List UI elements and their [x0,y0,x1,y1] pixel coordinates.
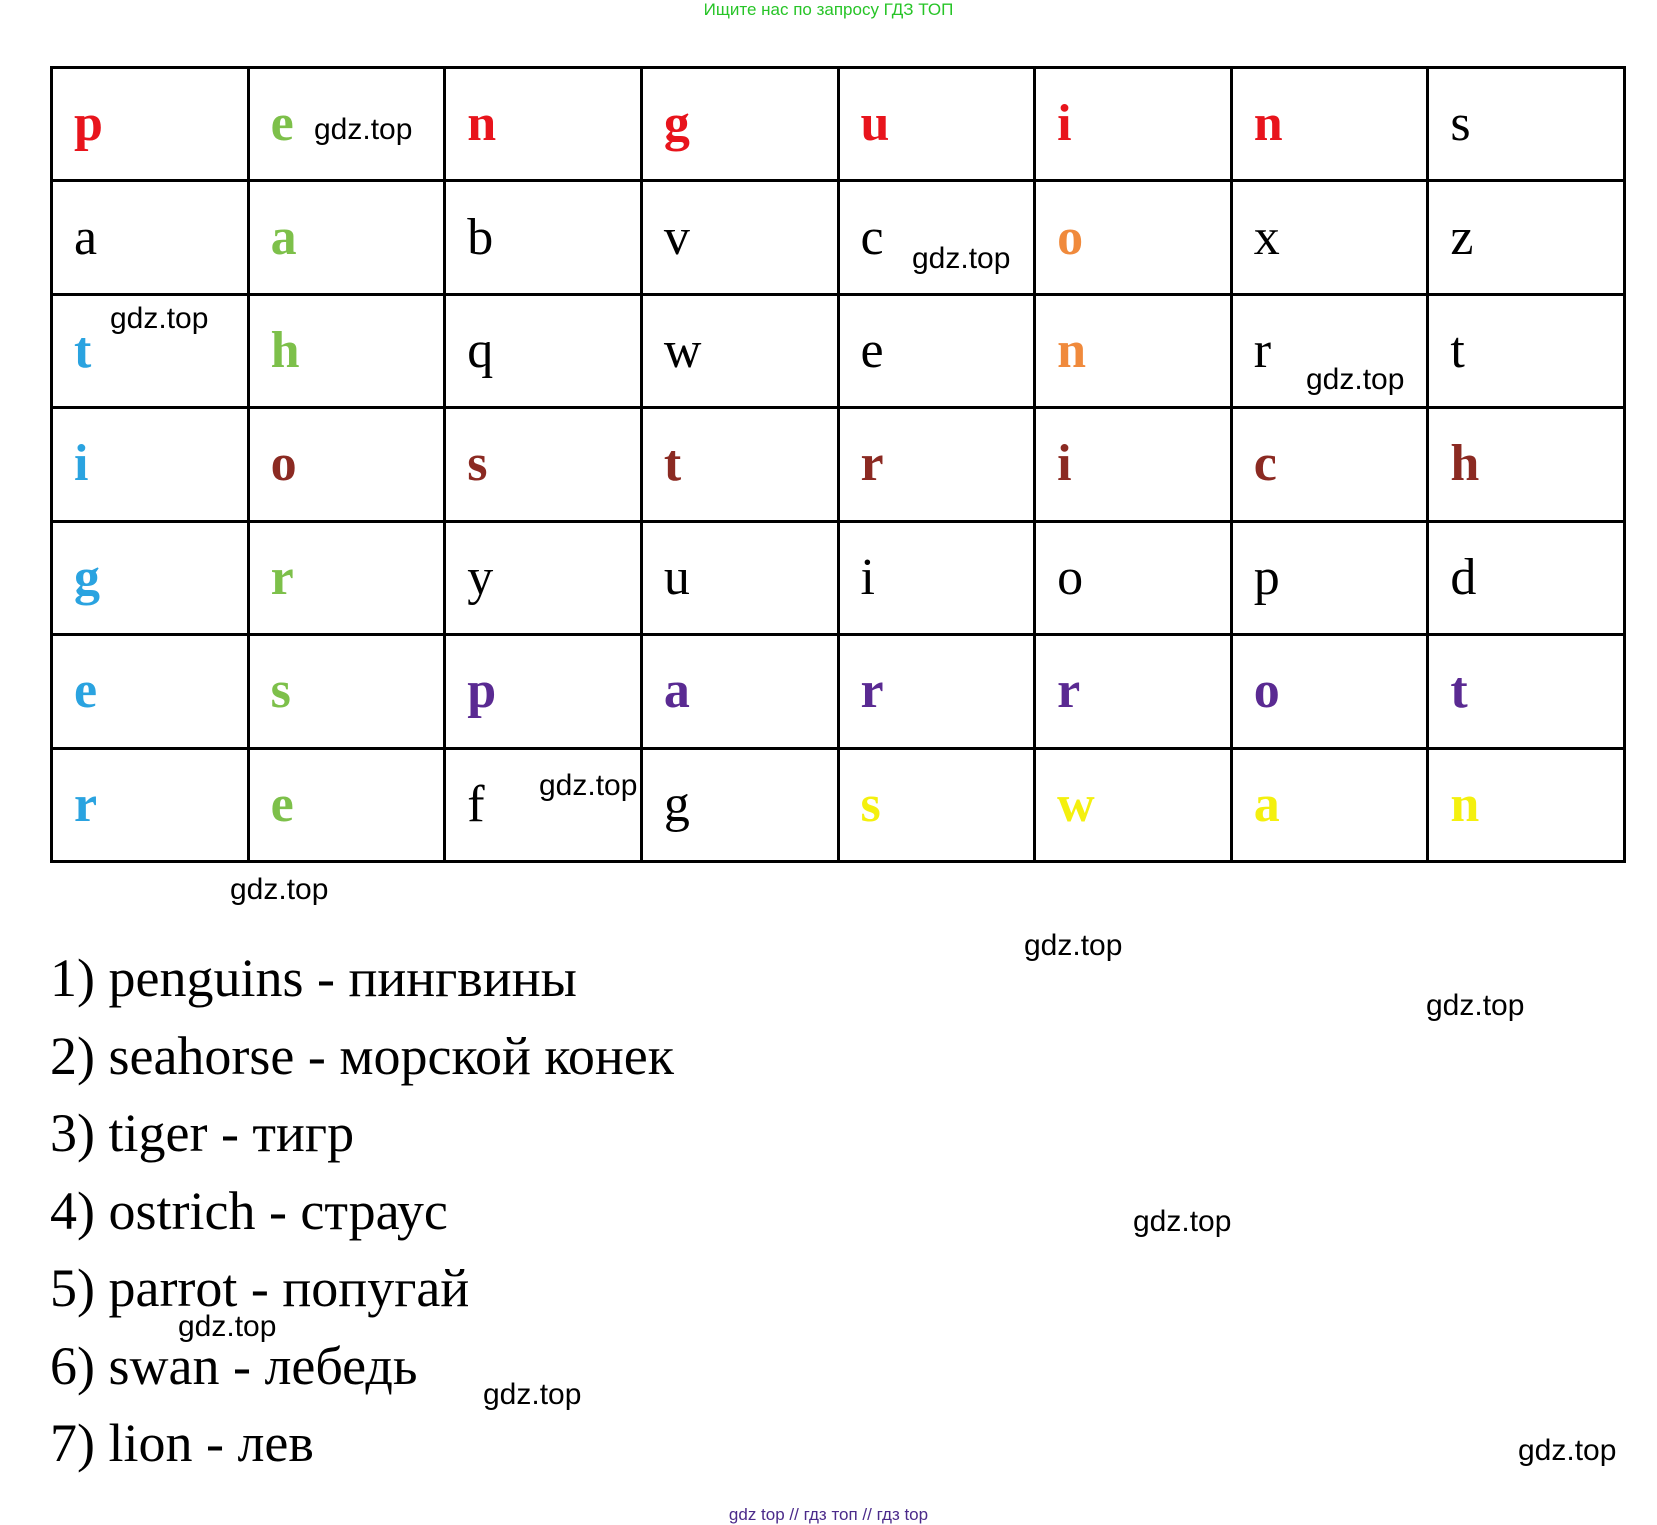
grid-cell: r [838,408,1035,521]
grid-cell: s [838,748,1035,861]
grid-cell: z [1428,181,1625,294]
grid-cell: r [1035,635,1232,748]
grid-cell: f [445,748,642,861]
grid-cell: b [445,181,642,294]
watermark: gdz.top [1024,929,1123,962]
grid-cell: x [1231,181,1428,294]
grid-cell: q [445,294,642,407]
word-item: 1) penguins - пингвины [50,948,577,1008]
grid-cell: o [1035,181,1232,294]
word-item: 2) seahorse - морской конек [50,1025,675,1086]
grid-cell: i [838,521,1035,634]
grid-cell: w [641,294,838,407]
watermark: gdz.top [1306,363,1405,396]
grid-cell: e [838,294,1035,407]
grid-cell: a [248,181,445,294]
grid-cell: d [1428,521,1625,634]
grid-cell: u [641,521,838,634]
grid-cell: h [248,294,445,407]
watermark: gdz.top [1133,1205,1232,1238]
grid-cell: t [1428,635,1625,748]
grid-cell: n [445,68,642,181]
grid-row [52,68,1625,181]
grid-cell: u [838,68,1035,181]
search-hint: Ищите нас по запросу ГДЗ ТОП [703,0,954,19]
grid-cell: o [1231,635,1428,748]
grid-cell: i [1035,68,1232,181]
grid-row [52,748,1625,861]
grid-cell: y [445,521,642,634]
watermark: gdz.top [539,769,638,802]
grid-row [52,408,1625,521]
grid-cell: g [641,68,838,181]
grid-cell: n [1231,68,1428,181]
grid-cell: r [52,748,249,861]
grid-cell: p [445,635,642,748]
grid-cell: e [52,635,249,748]
grid-cell: t [52,294,249,407]
letter-grid [50,66,1626,863]
grid-cell: e [248,748,445,861]
grid-row [52,635,1625,748]
word-item: 3) tiger - тигр [50,1103,355,1163]
grid-cell: g [52,521,249,634]
grid-cell: r [248,521,445,634]
grid-cell: p [52,68,249,181]
grid-cell: w [1035,748,1232,861]
grid-cell: c [838,181,1035,294]
grid-cell: o [1035,521,1232,634]
grid-cell: i [1035,408,1232,521]
grid-cell: r [1231,294,1428,407]
grid-cell: s [445,408,642,521]
watermark: gdz.top [1426,989,1525,1022]
grid-cell: r [838,635,1035,748]
watermark: gdz.top [1518,1434,1617,1467]
grid-cell: s [1428,68,1625,181]
grid-cell: a [641,635,838,748]
grid-cell: g [641,748,838,861]
grid-cell: c [1231,408,1428,521]
grid-cell: a [52,181,249,294]
grid-cell: n [1428,748,1625,861]
grid-cell: n [1035,294,1232,407]
grid-row [52,521,1625,634]
word-item: 6) swan - лебедь [50,1335,418,1396]
grid-cell: t [641,408,838,521]
grid-cell: s [248,635,445,748]
watermark: gdz.top [178,1310,277,1343]
grid-cell: v [641,181,838,294]
word-item: 4) ostrich - страус [50,1180,448,1241]
watermark: gdz.top [110,302,209,335]
grid-cell: a [1231,748,1428,861]
grid-cell: e [248,68,445,181]
grid-cell: h [1428,408,1625,521]
grid-cell: o [248,408,445,521]
grid-row [52,181,1625,294]
grid-cell: t [1428,294,1625,407]
footer-text: gdz top // гдз топ // гдз top [728,1505,929,1524]
watermark: gdz.top [230,873,329,906]
watermark: gdz.top [483,1378,582,1411]
watermark: gdz.top [912,242,1011,275]
grid-cell: p [1231,521,1428,634]
word-item: 5) parrot - попугай [50,1258,470,1318]
word-item: 7) lion - лев [50,1413,314,1473]
grid-cell: i [52,408,249,521]
watermark: gdz.top [314,113,413,146]
